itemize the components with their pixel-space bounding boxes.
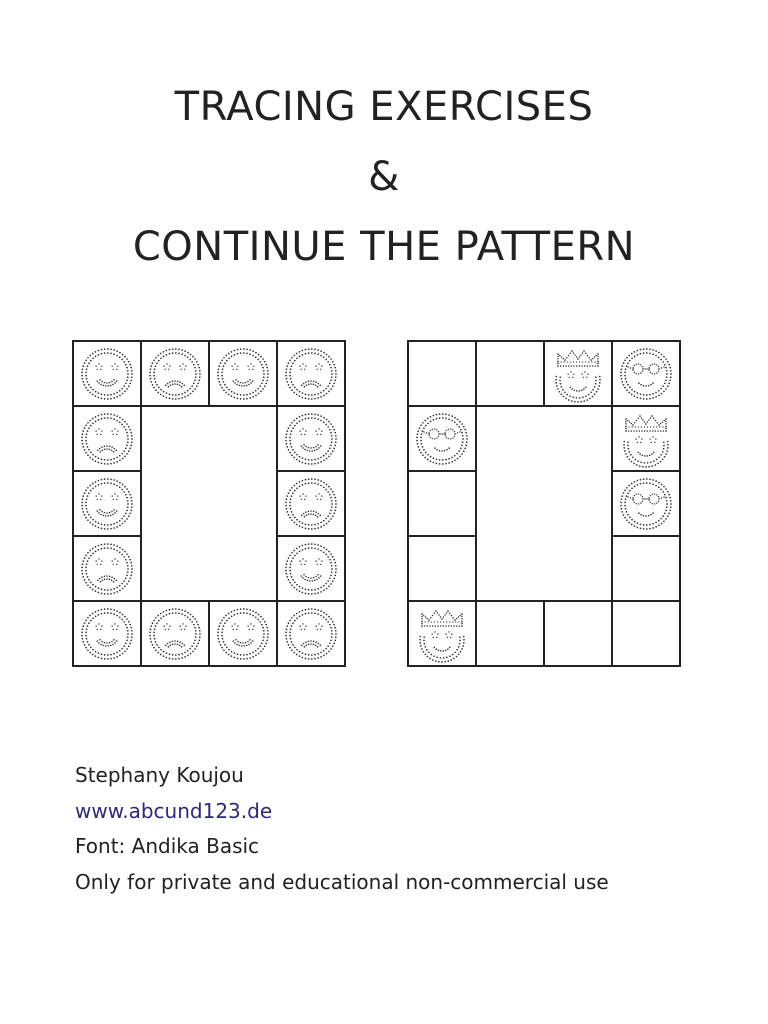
crown-face-icon (548, 344, 608, 404)
title-ampersand: & (368, 154, 400, 200)
font-credit: Font: Andika Basic (75, 834, 260, 858)
pattern-cell-crown (409, 602, 477, 667)
happy-face-icon (77, 604, 137, 664)
title-line-1: TRACING EXERCISES (174, 84, 594, 130)
title-block (0, 72, 768, 282)
pattern-cell-crown (613, 407, 681, 472)
tracing-cell-happy (210, 602, 278, 667)
title-line-2: CONTINUE THE PATTERN (132, 224, 636, 270)
pattern-cell-glasses (613, 342, 681, 407)
pattern-cell-empty (409, 342, 477, 407)
tracing-cell-happy (210, 342, 278, 407)
license-note: Only for private and educational non-commercial use (75, 869, 609, 894)
tracing-cell-happy (278, 407, 346, 472)
sad-face-icon (281, 344, 341, 404)
tracing-cell-sad (74, 537, 142, 602)
credits (75, 758, 609, 900)
sad-face-icon (281, 604, 341, 664)
tracing-cell-happy (278, 537, 346, 602)
sad-face-icon (145, 604, 205, 664)
pattern-cell-empty (409, 472, 477, 537)
tracing-cell-happy (74, 472, 142, 537)
happy-face-icon (213, 604, 273, 664)
glasses-face-icon (616, 474, 676, 534)
tracing-board-left (72, 340, 346, 667)
glasses-face-icon (616, 344, 676, 404)
sad-face-icon (145, 344, 205, 404)
happy-face-icon (213, 344, 273, 404)
pattern-cell-empty (613, 537, 681, 602)
author-name: Stephany Koujou (75, 763, 244, 787)
tracing-cell-sad (278, 602, 346, 667)
tracing-cell-sad (142, 342, 210, 407)
pattern-cell-empty (409, 537, 477, 602)
pattern-cell-glasses (409, 407, 477, 472)
pattern-cell-empty (477, 342, 545, 407)
pattern-board-right (407, 340, 681, 667)
tracing-center-empty (142, 407, 278, 602)
happy-face-icon (281, 539, 341, 599)
pattern-cell-empty (613, 602, 681, 667)
glasses-face-icon (412, 409, 472, 469)
tracing-cell-sad (278, 342, 346, 407)
tracing-cell-sad (278, 472, 346, 537)
sad-face-icon (77, 409, 137, 469)
crown-face-icon (412, 604, 472, 664)
pattern-cell-crown (545, 342, 613, 407)
happy-face-icon (281, 409, 341, 469)
happy-face-icon (77, 474, 137, 534)
tracing-cell-sad (74, 407, 142, 472)
pattern-cell-empty (477, 602, 545, 667)
sad-face-icon (77, 539, 137, 599)
website-link[interactable]: www.abcund123.de (75, 798, 273, 823)
crown-face-icon (616, 409, 676, 469)
tracing-cell-happy (74, 602, 142, 667)
pattern-cell-empty (545, 602, 613, 667)
tracing-cell-sad (142, 602, 210, 667)
tracing-cell-happy (74, 342, 142, 407)
sad-face-icon (281, 474, 341, 534)
pattern-cell-glasses (613, 472, 681, 537)
happy-face-icon (77, 344, 137, 404)
pattern-center-empty (477, 407, 613, 602)
